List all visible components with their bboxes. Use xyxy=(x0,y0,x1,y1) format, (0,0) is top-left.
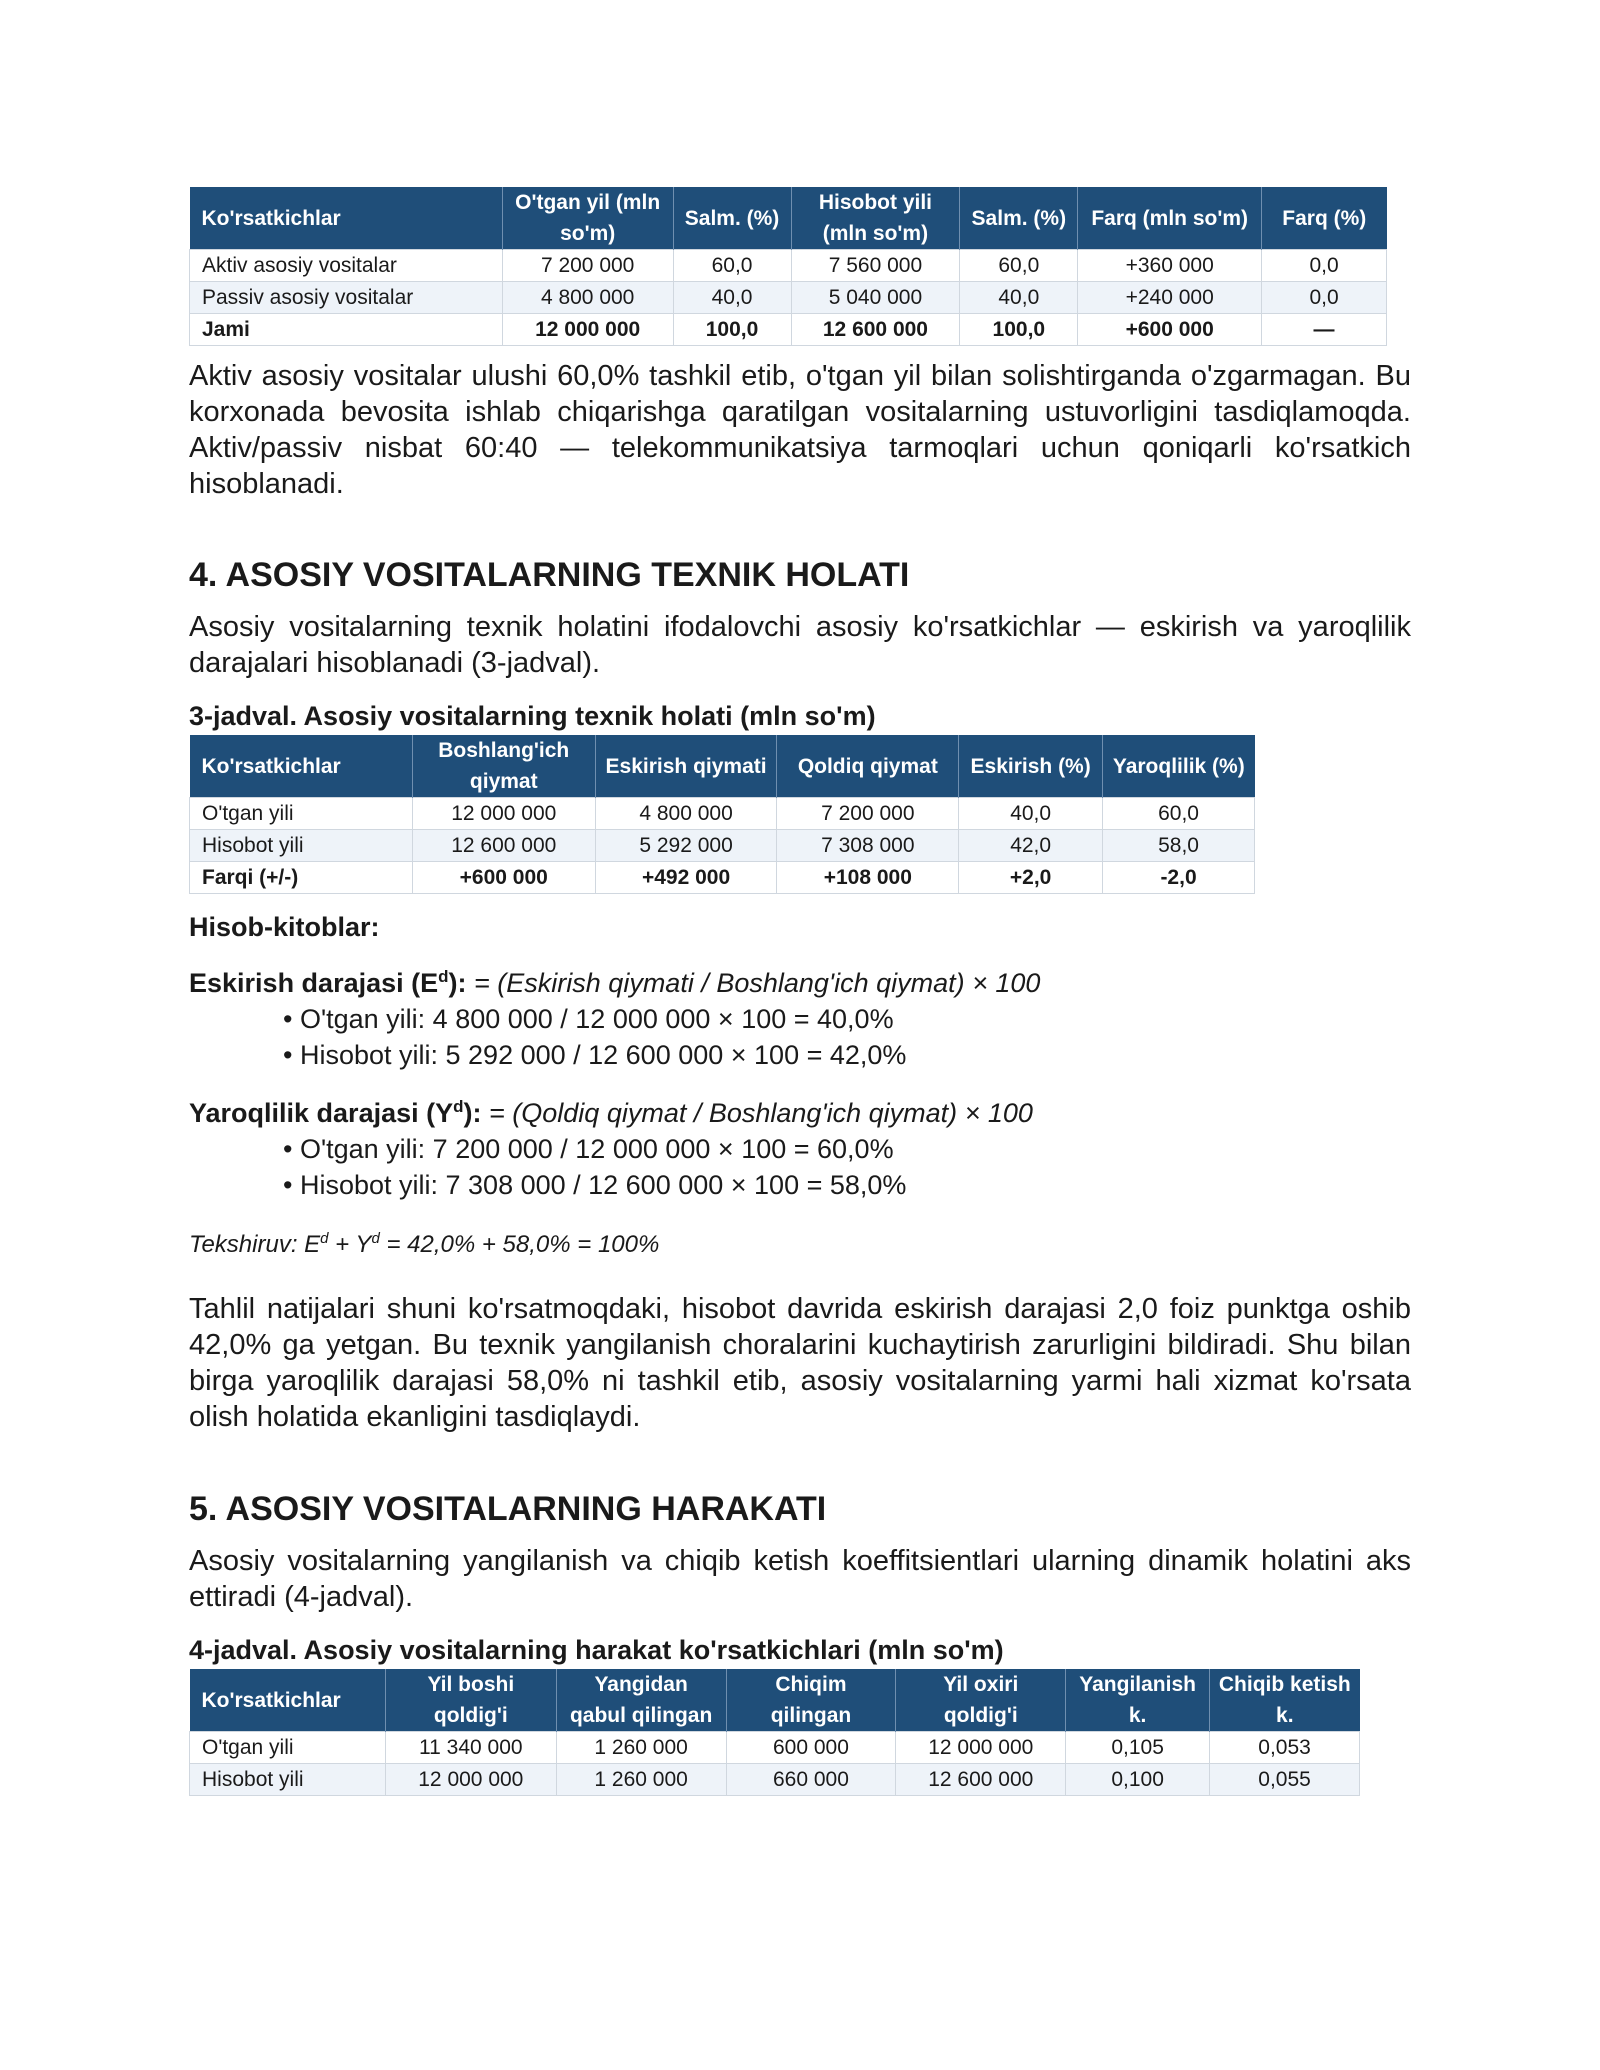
table-cell: O'tgan yili xyxy=(190,798,413,830)
table-cell: 0,105 xyxy=(1066,1732,1210,1764)
paragraph-active-share: Aktiv asosiy vositalar ulushi 60,0% tashkil etib, o'tgan yil bilan solishtirganda o'zgarmagan. Bu korxonada bevosita ishlab chiqarishga qaratilgan vositalarning ustuvorligini tasdiqlamoqda. Aktiv/passiv nisbat 60:40 — telekommunikatsiya tarmoqlari uchun qoniqarli ko'rsatkich hisoblanadi. xyxy=(189,360,1411,500)
table-cell: 600 000 xyxy=(726,1732,896,1764)
table-cell: +240 000 xyxy=(1078,282,1262,314)
table-cell: 660 000 xyxy=(726,1764,896,1796)
table-cell: -2,0 xyxy=(1103,862,1255,894)
list-item: • Hisobot yili: 5 292 000 / 12 600 000 × 100 = 42,0% xyxy=(283,1037,1411,1073)
table-cell: 7 200 000 xyxy=(502,250,673,282)
wear-rate-formula xyxy=(189,959,1411,1001)
table-4-caption: 4-jadval. Asosiy vositalarning harakat ko'rsatkichlari (mln so'm) xyxy=(189,1635,1004,1665)
table-row xyxy=(190,830,1255,862)
table-cell: 100,0 xyxy=(960,314,1078,346)
column-header: Salm. (%) xyxy=(673,187,791,250)
table-cell: O'tgan yili xyxy=(190,1732,386,1764)
column-header: Yangilanish k. xyxy=(1066,1669,1210,1732)
check-part-b: + Y xyxy=(328,1231,372,1258)
column-header: Hisobot yili (mln so'm) xyxy=(791,187,960,250)
check-sup-1: d xyxy=(320,1230,329,1247)
column-header: Eskirish qiymati xyxy=(595,735,777,798)
table-cell: 60,0 xyxy=(1103,798,1255,830)
document-page xyxy=(189,187,1411,1796)
fitness-rate-sup: d xyxy=(453,1097,464,1116)
table-3-technical-condition xyxy=(189,735,1255,894)
table-cell: 7 200 000 xyxy=(777,798,959,830)
column-header: Eskirish (%) xyxy=(959,735,1103,798)
section-5-heading: 5. ASOSIY VOSITALARNING HARAKATI xyxy=(189,1490,827,1528)
table-cell: 100,0 xyxy=(673,314,791,346)
wear-rate-calculations xyxy=(189,1001,1411,1073)
table-cell: +360 000 xyxy=(1078,250,1262,282)
table-cell: +600 000 xyxy=(412,862,595,894)
column-header: Yil oxiri qoldig'i xyxy=(896,1669,1066,1732)
table-cell: — xyxy=(1262,314,1387,346)
check-part-c: = 42,0% + 58,0% = 100% xyxy=(379,1231,660,1258)
table-row xyxy=(190,1732,1360,1764)
table-row xyxy=(190,862,1255,894)
column-header: Yil boshi qoldig'i xyxy=(385,1669,556,1732)
table-cell: 12 600 000 xyxy=(412,830,595,862)
table-cell: 40,0 xyxy=(960,282,1078,314)
table-cell: 42,0 xyxy=(959,830,1103,862)
fitness-rate-label-end: ): xyxy=(463,1098,482,1128)
table-cell: 60,0 xyxy=(960,250,1078,282)
table-4-movement-indicators xyxy=(189,1669,1360,1796)
table-cell: 12 000 000 xyxy=(412,798,595,830)
table-cell: 12 000 000 xyxy=(502,314,673,346)
column-header: Chiqim qilingan xyxy=(726,1669,896,1732)
column-header: Ko'rsatkichlar xyxy=(190,187,503,250)
table-cell: 7 308 000 xyxy=(777,830,959,862)
list-item: • O'tgan yili: 4 800 000 / 12 000 000 × 100 = 40,0% xyxy=(283,1001,1411,1037)
table-row xyxy=(190,798,1255,830)
column-header: Salm. (%) xyxy=(960,187,1078,250)
fitness-rate-formula xyxy=(189,1089,1411,1131)
table-3-caption: 3-jadval. Asosiy vositalarning texnik holati (mln so'm) xyxy=(189,701,876,731)
table-header-row xyxy=(190,1669,1360,1732)
table-cell: 12 000 000 xyxy=(896,1732,1066,1764)
section-4-heading: 4. ASOSIY VOSITALARNING TEXNIK HOLATI xyxy=(189,556,910,594)
paragraph-analysis: Tahlil natijalari shuni ko'rsatmoqdaki, hisobot davrida eskirish darajasi 2,0 foiz punktga oshib 42,0% ga yetgan. Bu texnik yangilanish choralarini kuchaytirish zarurligini bildiradi. Shu bilan birga yaroqlilik darajasi 58,0% ni tashkil etib, asosiy vositalarning yarmi hali xizmat ko'rsata olish holatida ekanligini tasdiqlaydi. xyxy=(189,1293,1411,1433)
table-cell: Hisobot yili xyxy=(190,830,413,862)
list-item: • O'tgan yili: 7 200 000 / 12 000 000 × 100 = 60,0% xyxy=(283,1131,1411,1167)
table-cell: Aktiv asosiy vositalar xyxy=(190,250,503,282)
column-header: Qoldiq qiymat xyxy=(777,735,959,798)
table-cell: 12 000 000 xyxy=(385,1764,556,1796)
list-item: • Hisobot yili: 7 308 000 / 12 600 000 × 100 = 58,0% xyxy=(283,1167,1411,1203)
column-header: Boshlang'ich qiymat xyxy=(412,735,595,798)
table-cell: 4 800 000 xyxy=(595,798,777,830)
section-4-intro: Asosiy vositalarning texnik holatini ifodalovchi asosiy ko'rsatkichlar — eskirish va yaroqlilik darajalari hisoblanadi (3-jadval). xyxy=(189,611,1411,679)
column-header: Ko'rsatkichlar xyxy=(190,735,413,798)
table-cell: 7 560 000 xyxy=(791,250,960,282)
table-cell: 58,0 xyxy=(1103,830,1255,862)
table-cell: 60,0 xyxy=(673,250,791,282)
fitness-rate-label: Yaroqlilik darajasi (Y xyxy=(189,1098,454,1128)
table-header-row xyxy=(190,187,1387,250)
check-sup-2: d xyxy=(371,1230,380,1247)
table-row xyxy=(190,1764,1360,1796)
column-header: O'tgan yil (mln so'm) xyxy=(502,187,673,250)
table-row xyxy=(190,250,1387,282)
table-row xyxy=(190,314,1387,346)
column-header: Farq (mln so'm) xyxy=(1078,187,1262,250)
fitness-rate-calculations xyxy=(189,1131,1411,1203)
column-header: Yangidan qabul qilingan xyxy=(556,1669,726,1732)
table-cell: 0,100 xyxy=(1066,1764,1210,1796)
calculations-heading: Hisob-kitoblar: xyxy=(189,912,380,942)
table-cell: Hisobot yili xyxy=(190,1764,386,1796)
table-cell: 1 260 000 xyxy=(556,1732,726,1764)
column-header: Yaroqlilik (%) xyxy=(1103,735,1255,798)
fitness-rate-expression: = (Qoldiq qiymat / Boshlang'ich qiymat) × 100 xyxy=(489,1098,1033,1128)
table-cell: Passiv asosiy vositalar xyxy=(190,282,503,314)
table-cell: +108 000 xyxy=(777,862,959,894)
table-cell: 11 340 000 xyxy=(385,1732,556,1764)
section-5-intro: Asosiy vositalarning yangilanish va chiqib ketish koeffitsientlari ularning dinamik holatini aks ettiradi (4-jadval). xyxy=(189,1545,1411,1613)
table-cell: 40,0 xyxy=(959,798,1103,830)
table-cell: 4 800 000 xyxy=(502,282,673,314)
table-cell: 12 600 000 xyxy=(896,1764,1066,1796)
table-cell: 0,053 xyxy=(1210,1732,1360,1764)
wear-rate-sup: d xyxy=(438,967,449,986)
table-cell: 0,0 xyxy=(1262,282,1387,314)
table-cell: Farqi (+/-) xyxy=(190,862,413,894)
wear-rate-label-end: ): xyxy=(448,968,467,998)
wear-rate-expression: = (Eskirish qiymati / Boshlang'ich qiymat) × 100 xyxy=(474,968,1041,998)
table-cell: 5 040 000 xyxy=(791,282,960,314)
table-cell: 0,0 xyxy=(1262,250,1387,282)
table-cell: 12 600 000 xyxy=(791,314,960,346)
table-cell: 0,055 xyxy=(1210,1764,1360,1796)
column-header: Chiqib ketish k. xyxy=(1210,1669,1360,1732)
table-cell: +2,0 xyxy=(959,862,1103,894)
table-cell: Jami xyxy=(190,314,503,346)
table-row xyxy=(190,282,1387,314)
check-part-a: Tekshiruv: E xyxy=(189,1231,321,1258)
table-cell: 5 292 000 xyxy=(595,830,777,862)
verification-line xyxy=(189,1223,1411,1261)
wear-rate-label: Eskirish darajasi (E xyxy=(189,968,439,998)
column-header: Ko'rsatkichlar xyxy=(190,1669,386,1732)
table-cell: +492 000 xyxy=(595,862,777,894)
table-header-row xyxy=(190,735,1255,798)
column-header: Farq (%) xyxy=(1262,187,1387,250)
table-2-asset-structure xyxy=(189,187,1387,346)
table-cell: +600 000 xyxy=(1078,314,1262,346)
table-cell: 40,0 xyxy=(673,282,791,314)
table-cell: 1 260 000 xyxy=(556,1764,726,1796)
